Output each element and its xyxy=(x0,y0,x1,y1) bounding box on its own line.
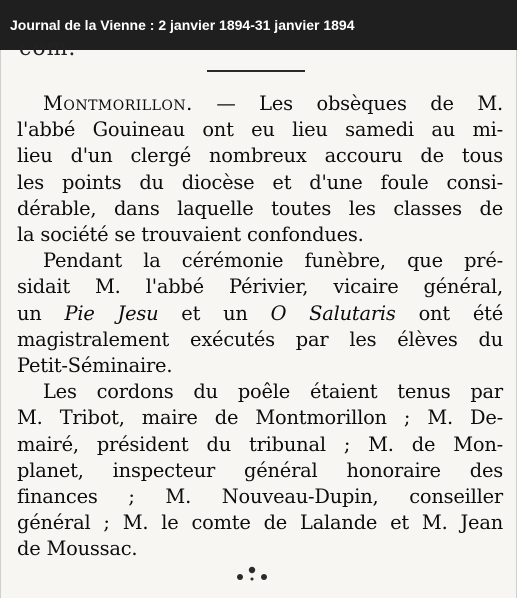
clipped-previous-text: com. xyxy=(19,36,77,61)
article-line: lieu d'un clergé nombreux accouru de tous xyxy=(17,144,503,168)
article-line: mairé, président du tribunal ; M. de Mon- xyxy=(17,432,503,456)
article-line: finances ; M. Nouveau-Dupin, conseiller xyxy=(17,485,503,509)
article-line: Montmorillon. — Les obsèques de M. xyxy=(43,92,503,115)
article-line: Pendant la cérémonie funèbre, que pré- xyxy=(43,249,503,273)
article-line: la société se trouvaient confondues. xyxy=(17,223,364,247)
article-line: dérable, dans laquelle toutes les classes de xyxy=(17,196,503,220)
article-line: de Moussac. xyxy=(17,537,138,561)
city-heading: Montmorillon. xyxy=(43,92,193,115)
article-line: les points du diocèse et d'une foule consi- xyxy=(17,170,503,194)
article-line: sidait M. l'abbé Périvier, vicaire général, xyxy=(17,275,503,299)
section-separator-rule xyxy=(207,70,305,72)
article-line: l'abbé Gouineau ont eu lieu samedi au mi- xyxy=(17,118,503,142)
document-title: Journal de la Vienne : 2 janvier 1894-31 janvier 1894 xyxy=(10,17,355,33)
article-line: magistralement exécutés par les élèves du xyxy=(17,327,503,351)
article-line: planet, inspecteur général honoraire des xyxy=(17,458,503,482)
end-ornament-icon xyxy=(232,564,272,584)
document-title-bar xyxy=(0,0,517,50)
article-body xyxy=(17,91,503,563)
italic-title: O Salutaris xyxy=(270,301,396,325)
article-line: général ; M. le comte de Lalande et M. Jean xyxy=(17,511,503,535)
article-line: Les cordons du poêle étaient tenus par xyxy=(43,380,503,404)
article-line: Petit-Séminaire. xyxy=(17,354,173,378)
article-line: un Pie Jesu et un O Salutaris ont été xyxy=(17,301,503,325)
italic-title: Pie Jesu xyxy=(64,301,159,325)
newspaper-scan xyxy=(0,36,517,598)
article-line: M. Tribot, maire de Montmorillon ; M. De- xyxy=(17,406,503,430)
